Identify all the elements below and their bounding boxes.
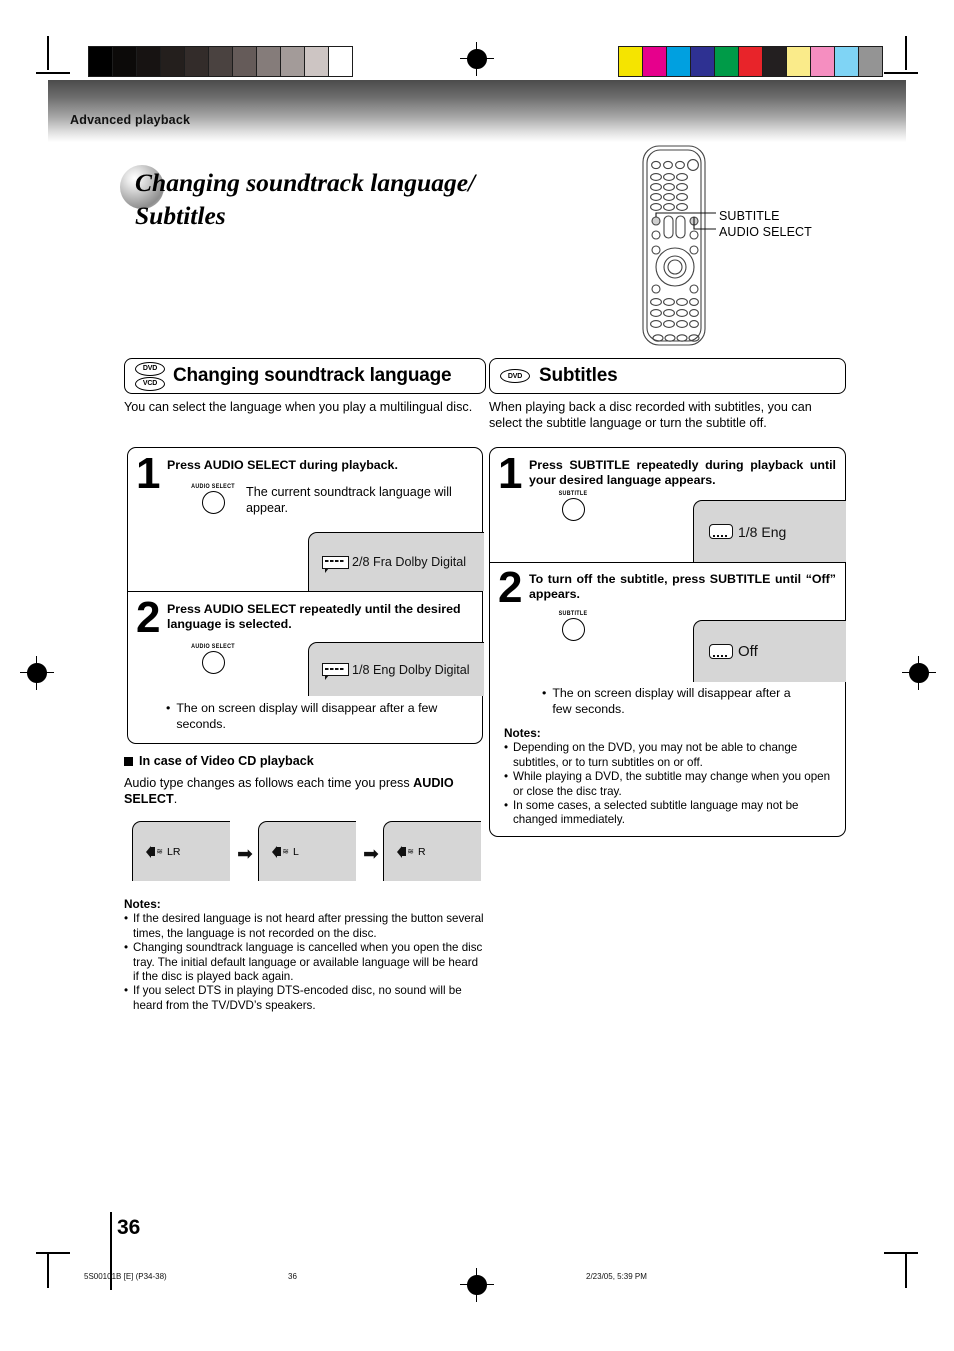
- note-item-text: Depending on the DVD, you may not be able to change subtitles, or to turn subtitles on or off.: [513, 741, 798, 769]
- step-number-2: 2: [498, 563, 523, 612]
- bullet-glyph: •: [504, 799, 509, 813]
- section-title-subtitles: Subtitles: [539, 365, 618, 386]
- bullet-glyph: •: [542, 686, 547, 700]
- subtitle-icon: [709, 644, 733, 659]
- notes-list-left: [124, 912, 486, 1013]
- callout-label-subtitle: SUBTITLE: [719, 209, 780, 223]
- calibration-patch-7: [233, 47, 257, 76]
- audio-bubble-icon: [322, 663, 349, 676]
- video-cd-intro-c: .: [173, 791, 178, 806]
- crop-mark-br-v: [905, 1252, 907, 1288]
- calibration-patch-8: [787, 47, 811, 76]
- header-banner: [48, 80, 906, 142]
- vcd-mode-box-2: [258, 821, 356, 881]
- audio-select-button-1[interactable]: [181, 484, 245, 514]
- intro-text-subtitles: When playing back a disc recorded with subtitles, you can select the subtitle language or turn the subtitle off.: [489, 400, 812, 430]
- calibration-patch-1: [619, 47, 643, 76]
- vcd-badge-label: VCD: [135, 377, 165, 391]
- step-2-title: To turn off the subtitle, press SUBTITLE until “Off” appears.: [529, 572, 836, 601]
- calibration-patch-1: [89, 47, 113, 76]
- registration-mark-bottom: [464, 1272, 490, 1298]
- crop-mark-tr-h: [884, 72, 918, 74]
- step-2-title: Press AUDIO SELECT repeatedly until the desired language is selected.: [167, 602, 461, 631]
- page-number: 36: [117, 1216, 141, 1239]
- steps-panel-subtitles: [489, 447, 846, 837]
- speaker-icon: ≋: [146, 845, 162, 858]
- note-item: [124, 984, 486, 1013]
- osd-text-soundtrack-2: 1/8 Eng Dolby Digital: [352, 662, 470, 677]
- page-title-line2: Subtitles: [135, 201, 226, 230]
- subtitle-button-1[interactable]: [546, 491, 600, 521]
- step-1-title: Press SUBTITLE repeatedly during playback until your desired language appears.: [529, 458, 836, 487]
- audio-select-button-caption-2: AUDIO SELECT: [191, 643, 235, 651]
- osd-display-subtitle-2: [693, 620, 846, 682]
- calibration-patch-7: [763, 47, 787, 76]
- step-1-title: Press AUDIO SELECT during playback.: [167, 458, 398, 472]
- crop-mark-br-h: [884, 1252, 918, 1254]
- note-item: [124, 941, 486, 984]
- subtitle-button-caption: SUBTITLE: [558, 490, 588, 498]
- audio-bubble-icon: [322, 556, 349, 569]
- video-cd-heading-text: In case of Video CD playback: [139, 754, 314, 768]
- calibration-patch-11: [329, 47, 352, 76]
- calibration-patch-5: [715, 47, 739, 76]
- bullet-glyph: •: [504, 741, 509, 755]
- step-divider: [490, 562, 845, 563]
- registration-mark-right: [906, 660, 932, 686]
- subtitle-icon: [709, 524, 733, 539]
- notes-block-right: [504, 726, 834, 828]
- notes-block-left: [124, 897, 486, 1013]
- flow-arrow-1: ➡: [237, 844, 253, 865]
- running-head: Advanced playback: [70, 113, 191, 127]
- video-cd-intro-bold: AUDIO SELECT: [124, 776, 454, 806]
- section-header-soundtrack: [124, 358, 486, 394]
- note-item: [504, 799, 834, 828]
- audio-select-button-2[interactable]: [181, 644, 245, 674]
- note-item-text: While playing a DVD, the subtitle may change when you open or close the disc tray.: [513, 770, 831, 798]
- section-header-subtitles: [489, 358, 846, 394]
- bullet-glyph: •: [124, 941, 129, 955]
- audio-select-button-caption: AUDIO SELECT: [191, 483, 235, 491]
- bullet-glyph: •: [124, 984, 129, 998]
- note-item-text: If you select DTS in playing DTS-encoded disc, no sound will be heard from the TV/DVD’s speakers.: [133, 984, 462, 1012]
- osd-text-soundtrack-1: 2/8 Fra Dolby Digital: [352, 555, 467, 569]
- step-divider: [128, 591, 482, 592]
- square-bullet-icon: [124, 757, 133, 766]
- notes-heading-left: Notes:: [124, 897, 161, 911]
- calibration-patch-3: [137, 47, 161, 76]
- remote-key-circle-icon: [202, 491, 225, 514]
- calibration-patch-9: [281, 47, 305, 76]
- note-item-text: In some cases, a selected subtitle language may not be changed immediately.: [513, 799, 799, 827]
- bullet-glyph: •: [504, 770, 509, 784]
- crop-mark-tl-v: [47, 36, 49, 70]
- step-2-note: [542, 686, 792, 717]
- subtitle-button-caption-2: SUBTITLE: [558, 610, 588, 618]
- calibration-patch-4: [161, 47, 185, 76]
- calibration-patch-10: [835, 47, 859, 76]
- flow-arrow-2: ➡: [363, 844, 379, 865]
- dvd-vcd-badge-icon: [135, 362, 165, 391]
- vcd-mode-label-1: LR: [167, 845, 181, 858]
- osd-display-soundtrack-2: [308, 642, 484, 696]
- callout-label-audio-select: AUDIO SELECT: [719, 225, 812, 239]
- calibration-patch-6: [209, 47, 233, 76]
- step-2-note: [166, 701, 466, 732]
- step-number-1: 1: [498, 449, 523, 498]
- video-cd-heading: [124, 754, 314, 768]
- page-title: [135, 166, 565, 232]
- calibration-patch-4: [691, 47, 715, 76]
- note-item: [504, 741, 834, 770]
- calibration-patch-10: [305, 47, 329, 76]
- color-calibration-bars: [618, 46, 883, 77]
- footer-folio: 36: [288, 1272, 297, 1281]
- crop-mark-tr-v: [905, 36, 907, 70]
- bullet-glyph: •: [166, 701, 171, 715]
- speaker-icon: ≋: [272, 845, 288, 858]
- vcd-mode-box-1: [132, 821, 230, 881]
- step-number-1: 1: [136, 449, 161, 498]
- step-2-note-text: The on screen display will disappear after a few seconds.: [552, 686, 791, 716]
- vcd-mode-label-2: L: [293, 845, 299, 858]
- step-2-note-text: The on screen display will disappear after a few seconds.: [176, 701, 438, 731]
- calibration-patch-9: [811, 47, 835, 76]
- osd-display-subtitle-1: [693, 500, 846, 562]
- note-item-text: Changing soundtrack language is cancelled when you open the disc tray. The initial default language or available language will be heard if the disc is played back again.: [133, 941, 483, 984]
- calibration-patch-2: [643, 47, 667, 76]
- step-number-2: 2: [136, 593, 161, 642]
- crop-mark-tl-h: [36, 72, 70, 74]
- calibration-patch-8: [257, 47, 281, 76]
- bullet-glyph: •: [124, 912, 129, 926]
- grayscale-calibration-wedge: [88, 46, 353, 77]
- intro-text-soundtrack: You can select the language when you play a multilingual disc.: [124, 400, 473, 414]
- footer-timestamp: 2/23/05, 5:39 PM: [586, 1272, 647, 1281]
- note-item: [504, 770, 834, 799]
- calibration-patch-3: [667, 47, 691, 76]
- remote-key-circle-icon: [562, 498, 585, 521]
- remote-control-illustration: [636, 143, 851, 348]
- vcd-mode-box-3: [383, 821, 481, 881]
- dvd-badge-icon: [500, 369, 530, 383]
- crop-mark-bl-h: [36, 1252, 70, 1254]
- calibration-patch-2: [113, 47, 137, 76]
- note-item-text: If the desired language is not heard after pressing the button several times, the language is not recorded on the disc.: [133, 912, 484, 940]
- video-cd-intro-a: Audio type changes as follows each time you press: [124, 776, 414, 790]
- remote-key-circle-icon: [202, 651, 225, 674]
- section-title-soundtrack: Changing soundtrack language: [173, 365, 452, 386]
- page-title-line1: Changing soundtrack language/: [135, 168, 476, 197]
- remote-key-circle-icon: [562, 618, 585, 641]
- video-cd-intro: [124, 776, 474, 807]
- crop-mark-bl-v: [47, 1252, 49, 1288]
- calibration-patch-5: [185, 47, 209, 76]
- osd-text-subtitle-2: Off: [738, 643, 758, 660]
- notes-list-right: [504, 741, 834, 827]
- dvd-badge-label: DVD: [135, 362, 165, 376]
- speaker-icon: ≋: [397, 845, 413, 858]
- subtitle-button-2[interactable]: [546, 611, 600, 641]
- calibration-patch-11: [859, 47, 882, 76]
- dvd-badge-label-right: DVD: [500, 369, 530, 383]
- notes-heading-right: Notes:: [504, 726, 541, 740]
- note-item: [124, 912, 486, 941]
- osd-text-subtitle-1: 1/8 Eng: [738, 523, 787, 540]
- calibration-patch-6: [739, 47, 763, 76]
- footer-doc-code: 5S00101B [E] (P34-38): [84, 1272, 167, 1281]
- steps-panel-soundtrack: [127, 447, 483, 744]
- vcd-mode-label-3: R: [418, 845, 426, 858]
- registration-mark-left: [24, 660, 50, 686]
- registration-mark-top: [464, 46, 490, 72]
- osd-display-soundtrack-1: [308, 532, 484, 591]
- step-1-body: The current soundtrack language will appear.: [246, 485, 452, 515]
